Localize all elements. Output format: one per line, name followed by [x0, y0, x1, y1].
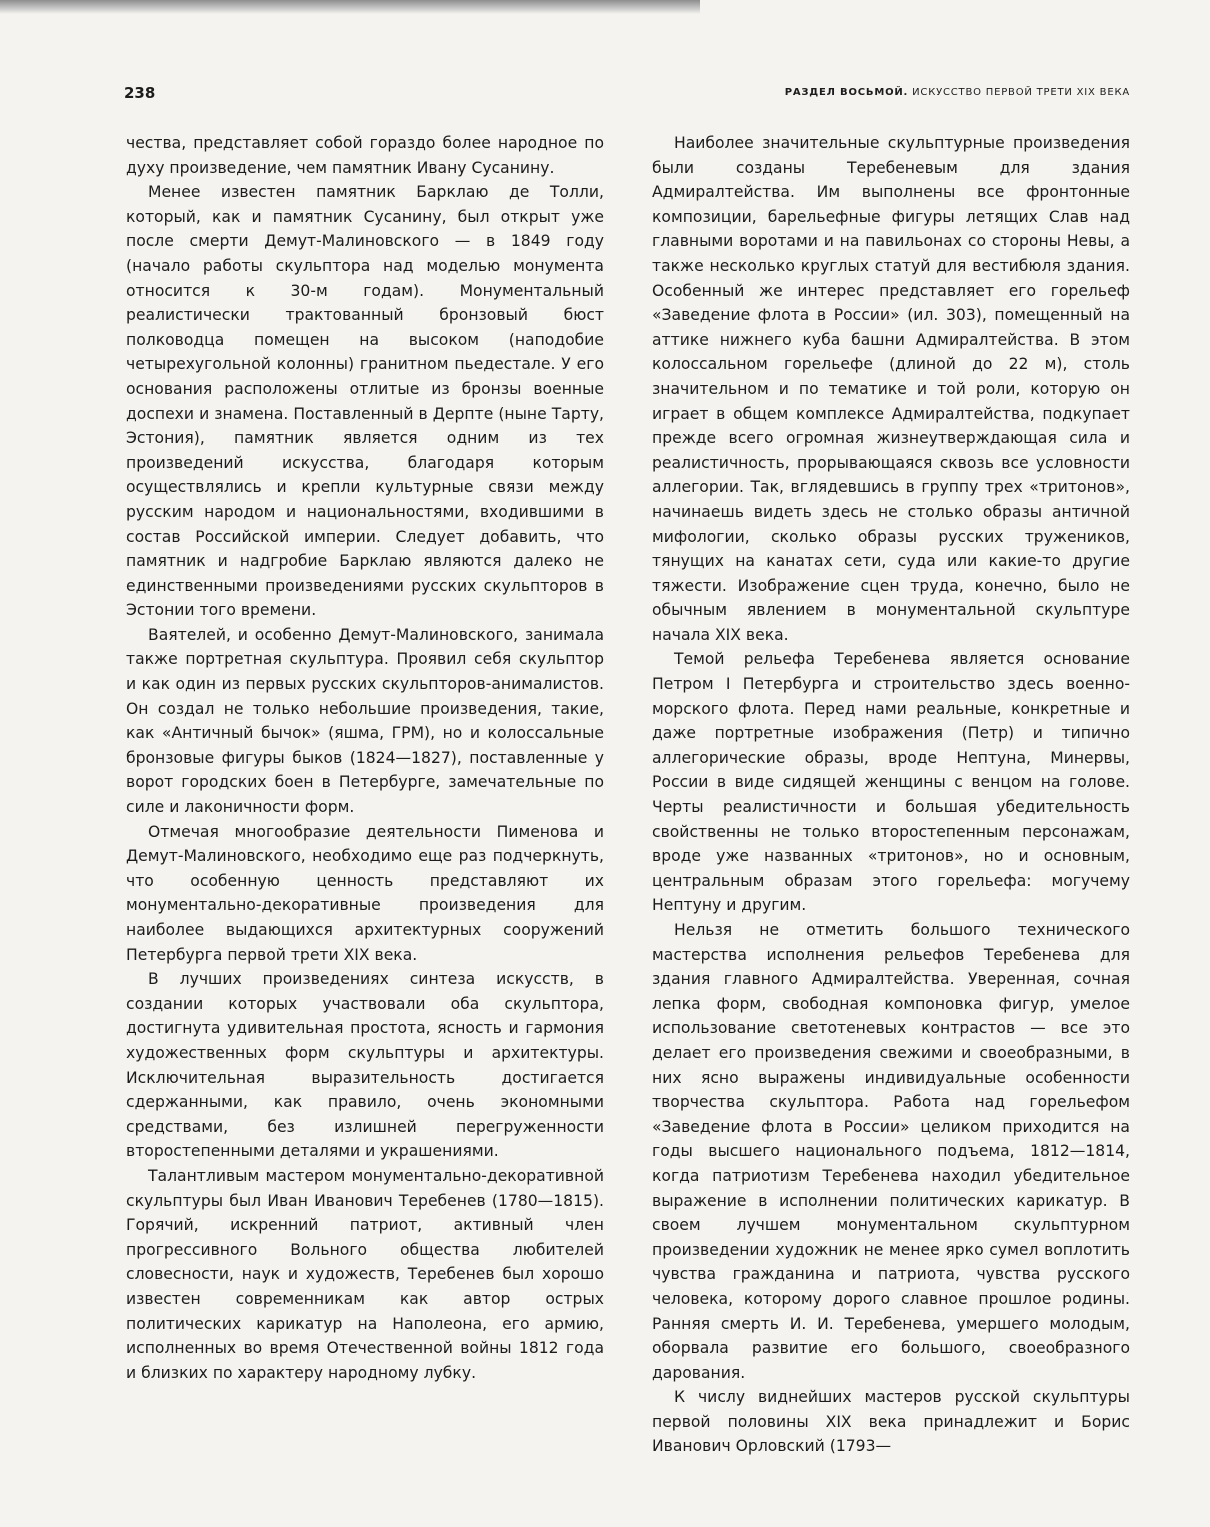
paragraph: Нельзя не отметить большого технического мастерства исполнения рельефов Теребенева для здания главного Адмиралтейства. Уверенная, сочная лепка форм, свободная компоновка фигур, умелое использование светотеневых контрастов — все это делает его произведения свежими и своеобразными, в них ясно выражены индивидуальные особенности творчества скульптора. Работа над горельефом «Заведение флота в России» целиком приходится на годы высшего национального подъема, 1812—1814, когда патриотизм Теребенева находил убедительное выражение в исполнении политических карикатур. В своем лучшем монументальном скульптурном произведении художник не менее ярко сумел воплотить чувства гражданина и патриота, чувства русского человека, которому дорого славное прошлое родины. Ранняя смерть И. И. Теребенева, умершего молодым, оборвала развитие его большого, своеобразного дарования.	[652, 921, 1130, 1382]
paragraph: Наиболее значительные скульптурные произведения были созданы Теребеневым для здания Адмиралтейства. Им выполнены все фронтонные композиции, барельефные фигуры летящих Слав над главными воротами и на павильонах со стороны Невы, а также несколько круглых статуй для вестибюля здания. Особенный же интерес представляет его горельеф «Заведение флота в России» (ил. 303), помещенный на аттике нижнего куба башни Адмиралтейства. В этом колоссальном горельефе (длиной до 22 м), столь значительном и по тематике и той роли, которую он играет в общем комплексе Адмиралтейства, подкупает прежде всего огромная жизнеутверждающая сила и реалистичность, прорывающаяся сквозь все условности аллегории. Так, вглядевшись в группу трех «тритонов», начинаешь видеть здесь не столько образы античной мифологии, сколько образы русских тружеников, тянущих на канатах сети, суда или какие-то другие тяжести. Изображение сцен труда, конечно, было не обычным явлением в монументальной скульптуре начала XIX века.	[652, 134, 1130, 644]
section-subtitle: ИСКУССТВО ПЕРВОЙ ТРЕТИ XIX ВЕКА	[912, 87, 1130, 98]
paragraph: чества, представляет собой гораздо более народное по духу произведение, чем памятник Ивану Сусанину.	[126, 134, 604, 177]
running-head	[124, 84, 1130, 104]
left-column	[126, 131, 604, 1385]
paragraph: Талантливым мастером монументально-декоративной скульптуры был Иван Иванович Теребенев (1780—1815). Горячий, искренний патриот, активный член прогрессивного Вольного общества любителей словесности, наук и художеств, Теребенев был хорошо известен современникам как автор острых политических карикатур на Наполеона, его армию, исполненных во время Отечественной войны 1812 года и близких по характеру народному лубку.	[126, 1166, 604, 1382]
page-number: 238	[124, 84, 156, 102]
paragraph: Темой рельефа Теребенева является основание Петром I Петербурга и строительство здесь военно-морского флота. Перед нами реальные, конкретные и даже портретные изображения (Петр) и типично аллегорические образы, вроде Нептуна, Минервы, России в виде сидящей женщины с венцом на голове. Черты реалистичности и большая убедительность свойственны не только второстепенным персонажам, вроде уже названных «тритонов», но и основным, центральным образам этого горельефа: могучему Нептуну и другим.	[652, 650, 1130, 915]
paragraph: Отмечая многообразие деятельности Пименова и Демут-Малиновского, необходимо еще раз подчеркнуть, что особенную ценность представляют их монументально-декоративные произведения для наиболее выдающихся архитектурных сооружений Петербурга первой трети XIX века.	[126, 822, 604, 964]
scan-edge-shadow	[0, 0, 700, 14]
section-title	[785, 87, 1130, 98]
paragraph: В лучших произведениях синтеза искусств, в создании которых участвовали оба скульптора, достигнута удивительная простота, ясность и гармония художественных форм скульптуры и архитектуры. Исключительная выразительность достигается сдержанными, как правило, очень экономными средствами, без излишней перегруженности второстепенными деталями и украшениями.	[126, 970, 604, 1161]
paragraph: Менее известен памятник Барклаю де Толли, который, как и памятник Сусанину, был открыт уже после смерти Демут-Малиновского — в 1849 году (начало работы скульптора над моделью монумента относится к 30-м годам). Монументальный реалистически трактованный бронзовый бюст полководца помещен на высоком (наподобие четырехугольной колонны) гранитном пьедестале. У его основания расположены отлитые из бронзы военные доспехи и знамена. Поставленный в Дерпте (ныне Тарту, Эстония), памятник является одним из тех произведений искусства, благодаря которым осуществлялись и крепли культурные связи между русским народом и национальностями, входившими в состав Российской империи. Следует добавить, что памятник и надгробие Барклаю являются далеко не единственными произведениями русских скульпторов в Эстонии того времени.	[126, 183, 604, 620]
paragraph: К числу виднейших мастеров русской скульптуры первой половины XIX века принадлежит и Борис Иванович Орловский (1793—	[652, 1388, 1130, 1456]
paragraph: Ваятелей, и особенно Демут-Малиновского, занимала также портретная скульптура. Проявил себя скульптор и как один из первых русских скульпторов-анималистов. Он создал не только небольшие произведения, такие, как «Античный бычок» (яшма, ГРМ), но и колоссальные бронзовые фигуры быков (1824—1827), поставленные у ворот городских боен в Петербурге, замечательные по силе и лаконичности форм.	[126, 625, 604, 817]
section-label: РАЗДЕЛ ВОСЬМОЙ.	[784, 87, 909, 98]
right-column	[652, 131, 1130, 1459]
